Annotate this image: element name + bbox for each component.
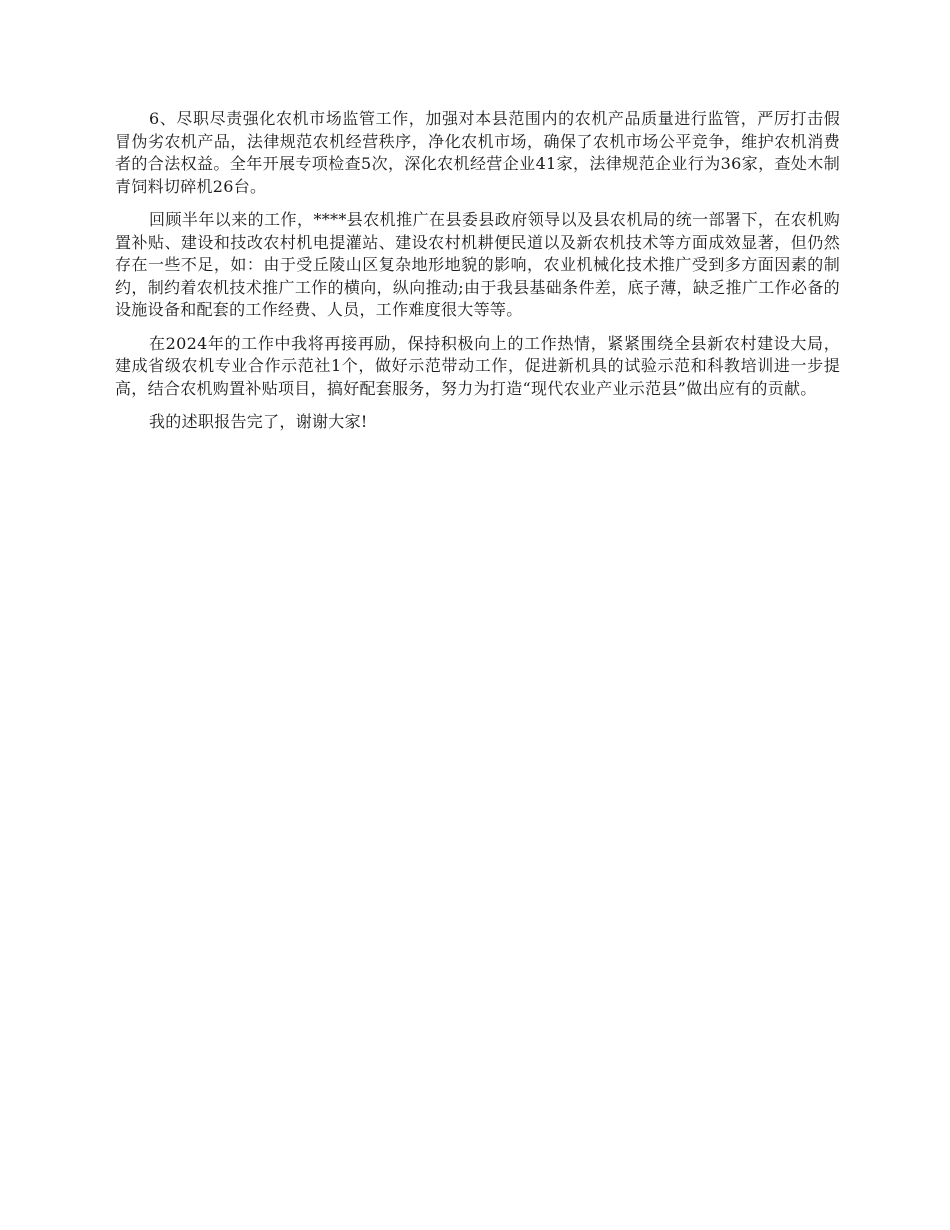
document-body <box>115 108 840 445</box>
paragraph-closing: 我的述职报告完了，谢谢大家! <box>149 412 368 431</box>
paragraph-2024-plan: 在2024年的工作中我将再接再励，保持积极向上的工作热情，紧紧围绕全县新农村建设大局，建成省级农机专业合作示范社1个，做好示范带动工作，促进新机具的试验示范和科教培训进一步提高，结合农机购置补贴项目，搞好配套服务，努力为打造“现代农业产业示范县”做出应有的贡献。 <box>115 333 840 398</box>
paragraph-market-supervision: 6、尽职尽责强化农机市场监管工作，加强对本县范围内的农机产品质量进行监管，严厉打击假冒伪劣农机产品，法律规范农机经营秩序，净化农机市场，确保了农机市场公平竞争，维护农机消费者的合法权益。全年开展专项检查5次，深化农机经营企业41家，法律规范企业行为36家，查处木制青饲料切碎机26台。 <box>115 109 840 196</box>
paragraph-half-year-review: 回顾半年以来的工作，****县农机推广在县委县政府领导以及县农机局的统一部署下，在农机购置补贴、建设和技改农村机电提灌站、建设农村机耕便民道以及新农机技术等方面成效显著，但仍然存在一些不足，如：由于受丘陵山区复杂地形地貌的影响，农业机械化技术推广受到多方面因素的制约，制约着农机技术推广工作的横向，纵向推动;由于我县基础条件差，底子薄，缺乏推广工作必备的设施设备和配套的工作经费、人员，工作难度很大等等。 <box>115 210 840 319</box>
